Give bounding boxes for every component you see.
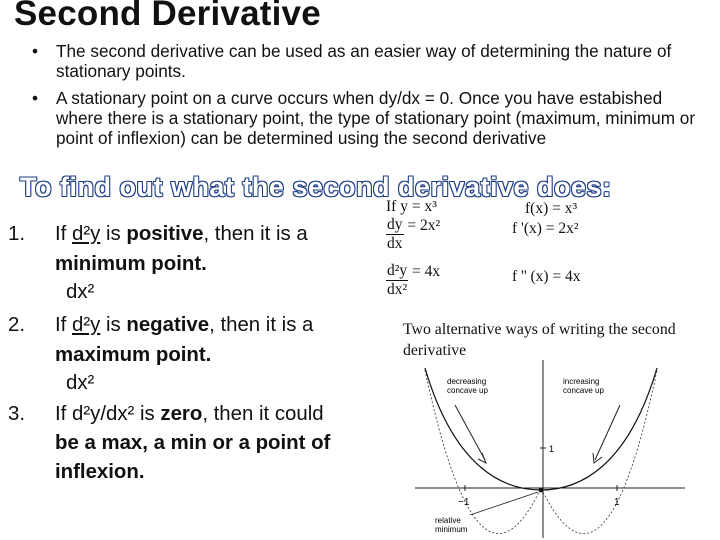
x-tick-label: −1	[458, 497, 470, 508]
arrow-left	[455, 405, 485, 460]
bullet-text: A stationary point on a curve occurs when dy/dx = 0. Once you have estabished where there is a stationary point, the type of stationary point (maximum, minimum or point of inflexion) can be determined using the second derivative	[56, 88, 696, 148]
list-line: If d²y/dx² is zero, then it could	[55, 403, 324, 425]
page-title: Second Derivative	[14, 0, 321, 33]
minimum-point	[539, 488, 544, 493]
list-number: 3.	[8, 403, 26, 425]
list-line: be a max, a min or a point of	[55, 432, 331, 454]
list-line: inflexion.	[55, 461, 145, 483]
bullet-item	[32, 41, 694, 81]
bullet-dot: •	[32, 88, 39, 108]
list-line: minimum point.	[55, 253, 207, 275]
minimum-label: relative	[435, 516, 461, 525]
fraction-numerator: d²y	[72, 314, 101, 336]
minimum-label: minimum	[435, 525, 468, 534]
graph-label-right: concave up	[563, 386, 604, 395]
bullet-text: The second derivative can be used as an easier way of determining the nature of stationary points.	[56, 41, 672, 81]
notation-second-derivative-prime: f '' (x) = 4x	[512, 268, 581, 285]
notation-first-derivative-leibniz: $\frac{dy}{dx}$ = 2x²	[387, 216, 441, 252]
graph-label-right: increasing	[563, 377, 600, 386]
y-tick-label: 1	[549, 444, 555, 454]
fraction-denominator: dx²	[66, 372, 95, 394]
list-line: If d²y is positive, then it is a	[55, 223, 308, 245]
notation-second-derivative-leibniz: $\frac{\text{d²y}}{\text{dx²}}$ = 4x	[387, 262, 441, 298]
graph-label-left: decreasing	[447, 377, 487, 386]
notation-y-equation: If y = x³	[386, 198, 437, 215]
fraction-denominator: dx²	[66, 281, 95, 303]
list-item-3	[8, 400, 378, 490]
list-number: 1.	[8, 223, 26, 245]
notation-f-equation: f(x) = x³	[525, 200, 578, 217]
section-heading: To find out what the second derivative does:	[20, 172, 612, 202]
fraction-numerator: d²y	[72, 223, 101, 245]
list-item-1	[8, 220, 378, 310]
bullet-item	[32, 88, 696, 168]
x-tick-label: 1	[614, 497, 620, 508]
notation-first-derivative-prime: f '(x) = 2x²	[512, 220, 579, 237]
parabola-graph	[395, 360, 685, 538]
notation-caption: Two alternative ways of writing the second derivative	[403, 321, 676, 359]
bullet-dot: •	[32, 41, 39, 61]
list-line: If d²y is negative, then it is a	[55, 314, 314, 336]
list-number: 2.	[8, 314, 26, 336]
list-item-2	[8, 311, 378, 401]
list-line: maximum point.	[55, 344, 212, 366]
graph-label-left: concave up	[447, 386, 488, 395]
